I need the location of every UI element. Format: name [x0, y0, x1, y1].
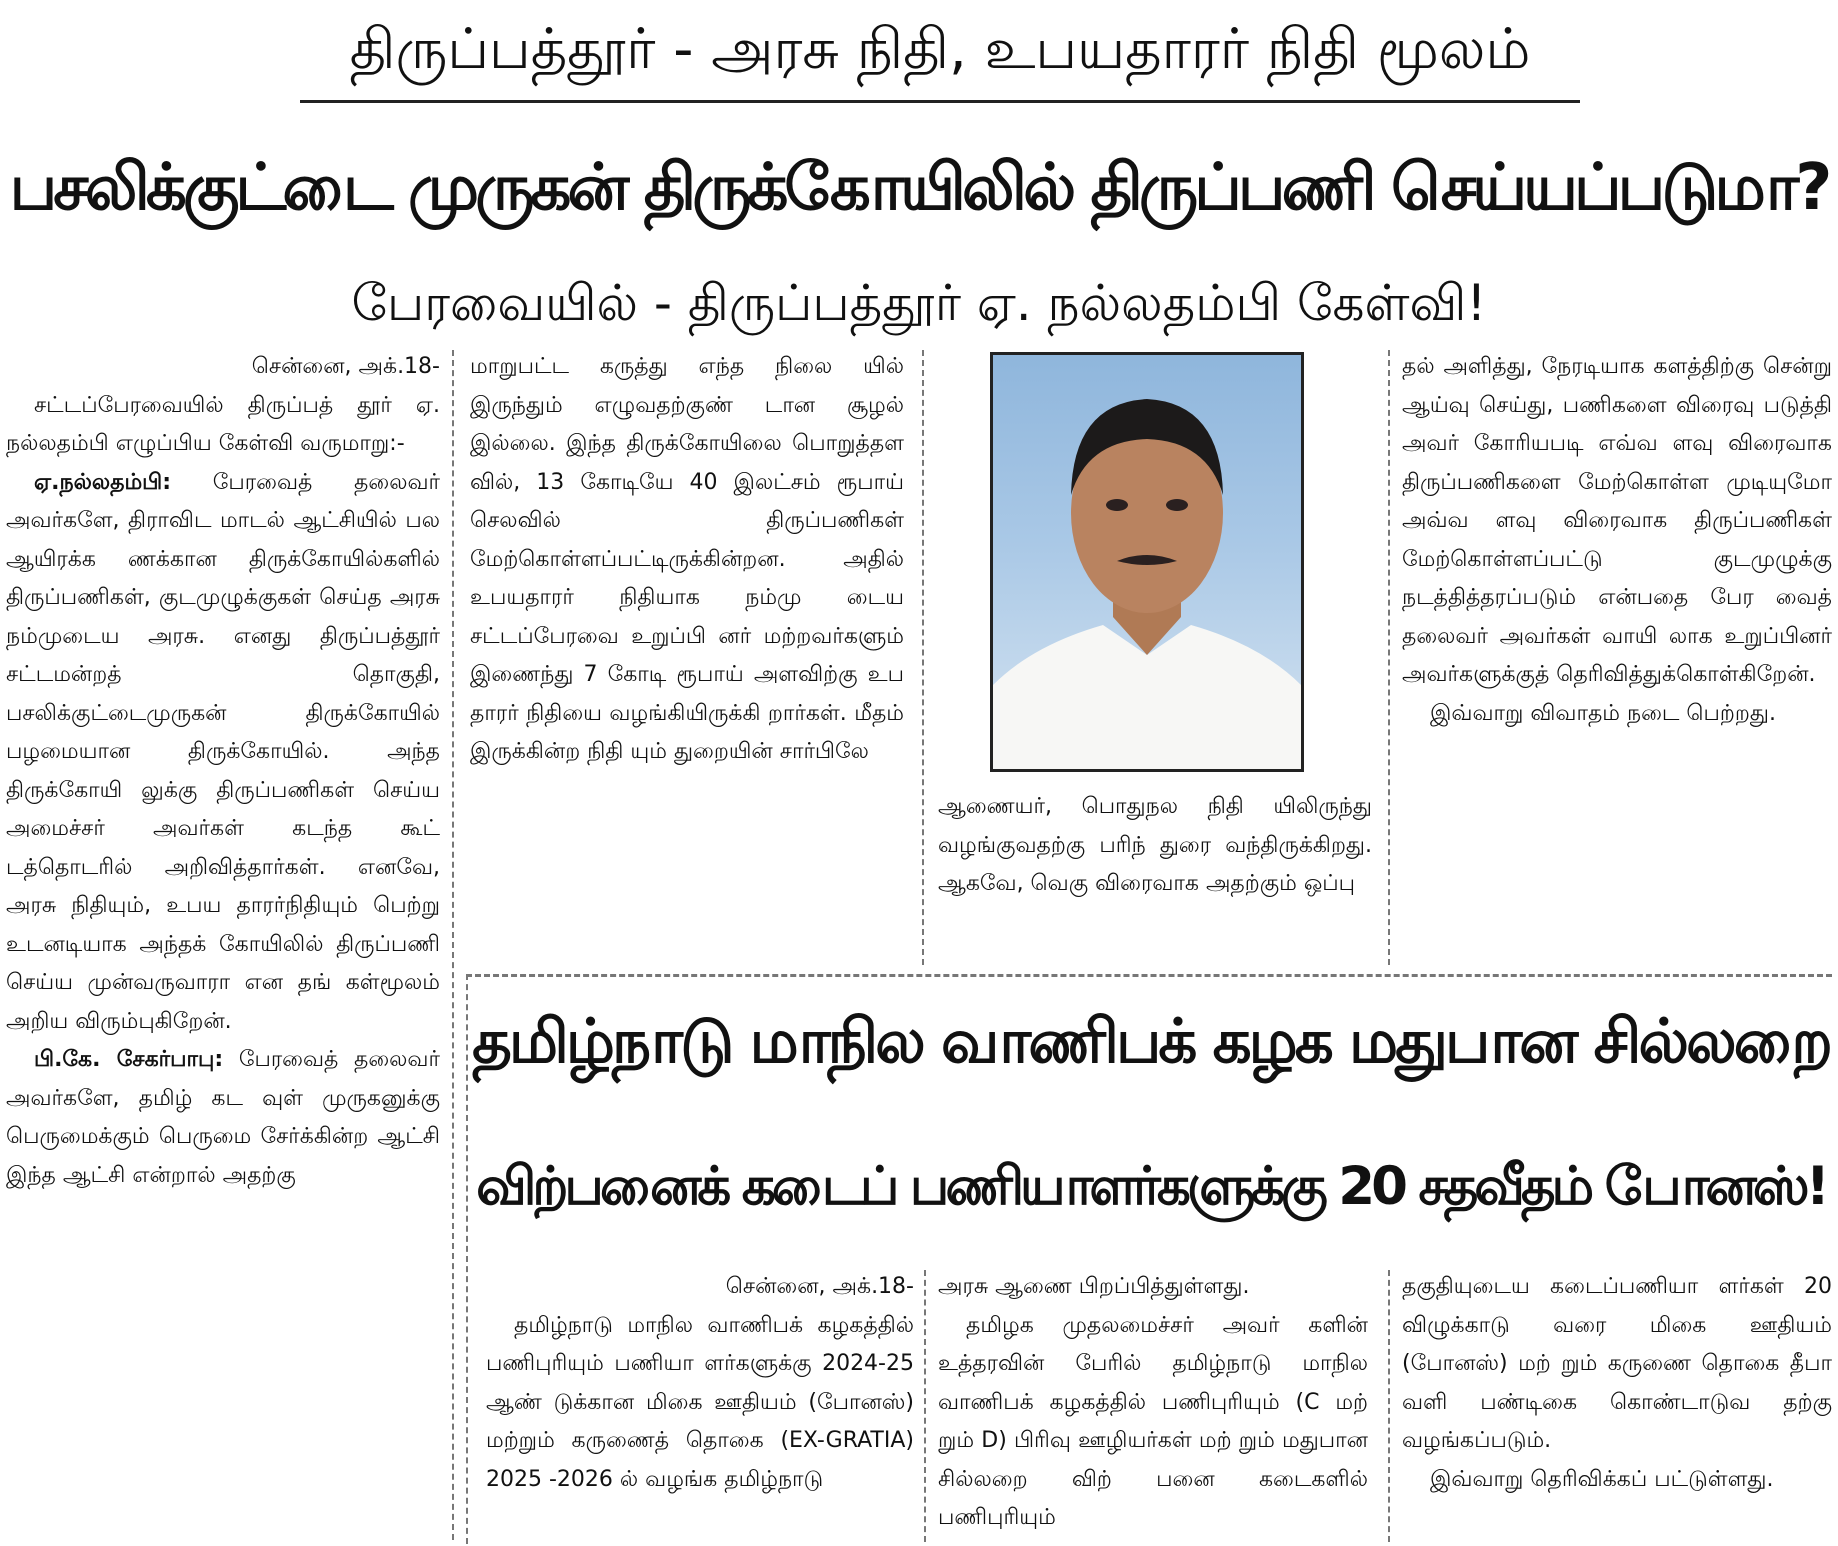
story1-column-1 — [6, 348, 440, 1544]
story1-paragraph-1 — [6, 464, 440, 1042]
story1-paragraph-2 — [6, 1041, 440, 1195]
column-divider — [924, 1270, 926, 1542]
speaker-sekarbabu: பி.கே. சேகர்பாபு: — [34, 1047, 224, 1072]
story1-column-4 — [1402, 348, 1832, 968]
story2-column-3 — [1402, 1268, 1832, 1544]
story1-column-2 — [470, 348, 904, 968]
story1-kicker: திருப்பத்தூர் - அரசு நிதி, உபயதாரர் நிதி மூலம் — [300, 8, 1580, 103]
story1-closing: இவ்வாறு விவாதம் நடை பெற்றது. — [1430, 700, 1776, 726]
story1-column-3-text: ஆணையர், பொதுநல நிதி யிலிருந்து வழங்குவதற்கு பரிந் துரை வந்திருக்கிறது. ஆகவே, வெகு விரைவாக அதற்கும் ஒப்பு — [938, 794, 1372, 896]
column-divider — [452, 350, 454, 1540]
story2-column-3-text: தகுதியுடைய கடைப்பணியா ளர்கள் 20 விழுக்காடு வரை மிகை ஊதியம் (போனஸ்) மற் றும் கருணை தொகை தீபா வளி பண்டிகை கொண்டாடுவ தற்கு வழங்கப்படும். — [1402, 1274, 1832, 1453]
portrait-person-icon — [993, 355, 1301, 769]
story1-headline: பசலிக்குட்டை முருகன் திருக்கோயிலில் திருப்பணி செய்யப்படுமா? — [9, 151, 1829, 225]
story2-top-rule — [466, 974, 1832, 977]
speaker-nallathambi: ஏ.நல்லதம்பி: — [34, 469, 172, 495]
column-divider — [1388, 1270, 1390, 1542]
column-divider — [1388, 350, 1390, 965]
story1-column-3 — [938, 788, 1372, 968]
story1-column-2-text: மாறுபட்ட கருத்து எந்த நிலை யில் இருந்தும் எழுவதற்குண் டான சூழல் இல்லை. இந்த திருக்கோயிலை பொறுத்தள வில், 13 கோடியே 40 இலட்சம் ரூபாய் செலவில் திருப்பணிகள் மேற்கொள்ளப்பட்டிருக்கின்றன. அதில் உபயதாரர் நிதியாக நம்மு டைய சட்டப்பேரவை உறுப்பி னர் மற்றவர்களும் இணைந்து 7 கோடி ரூபாய் அளவிற்கு உப தாரர் நிதியை வழங்கியிருக்கி றார்கள். மீதம் இருக்கின்ற நிதி யும் துறையின் சார்பிலே — [470, 354, 904, 764]
story1-subhead: பேரவையில் - திருப்பத்தூர் ஏ. நல்லதம்பி கேள்வி! — [351, 274, 1487, 332]
story1-dateline: சென்னை, அக்.18- — [251, 354, 440, 379]
column-divider — [922, 350, 924, 965]
story1-intro: சட்டப்பேரவையில் திருப்பத் தூர் ஏ. நல்லதம்பி எழுப்பிய கேள்வி வருமாறு:- — [6, 392, 440, 456]
story2-column-2-text: தமிழக முதலமைச்சர் அவர் களின் உத்தரவின் பேரில் தமிழ்நாடு மாநில வாணிபக் கழகத்தில் பணிபுரியும் (C மற் றும் D) பிரிவு ஊழியர்கள் மற் றும் மதுபான சில்லறை விற் பனை கடைகளில் பணிபுரியும் — [938, 1312, 1368, 1530]
speech-nallathambi: பேரவைத் தலைவர் அவர்களே, திராவிட மாடல் ஆட்சியில் பல ஆயிரக்க ணக்கான திருக்கோயில்களில் திருப்பணிகள், குடமுழுக்குகள் செய்த அரசு நம்முடைய அரசு. எனது திருப்பத்தூர் சட்டமன்றத் தொகுதி, பசலிக்குட்டைமுருகன் திருக்கோயில் பழமையான திருக்கோயில். அந்த திருக்கோயி லுக்கு திருப்பணிகள் செய்ய அமைச்சர் அவர்கள் கடந்த கூட் டத்தொடரில் அறிவித்தார்கள். எனவே, அரசு நிதியும், உபய தாரர்நிதியும் பெற்று உடனடியாக அந்தக் கோயிலில் திருப்பணி செய்ய முன்வருவாரா என தங் கள்மூலம் அறிய விரும்புகிறேன். — [6, 469, 440, 1034]
story2-headline-line-1: தமிழ்நாடு மாநில வாணிபக் கழக மதுபான சில்லறை — [472, 1006, 1830, 1077]
portrait-photo — [990, 352, 1304, 772]
story2-dateline: சென்னை, அக்.18- — [725, 1274, 914, 1299]
story1-column-4-text: தல் அளித்து, நேரடியாக களத்திற்கு சென்று ஆய்வு செய்து, பணிகளை விரைவு படுத்தி அவர் கோரியபடி எவ்வ ளவு விரைவாக திருப்பணிகளை மேற்கொள்ள முடியுமோ அவ்வ ளவு விரைவாக திருப்பணிகள் மேற்கொள்ளப்பட்டு குடமுழுக்கு நடத்தித்தரப்படும் என்பதை பேர வைத் தலைவர் அவர்கள் வாயி லாக உறுப்பினர் அவர்களுக்குத் தெரிவித்துக்கொள்கிறேன். — [1402, 354, 1832, 687]
story2-left-rule — [466, 974, 468, 1544]
story2-column-1 — [486, 1268, 914, 1544]
story2-column-1-text: தமிழ்நாடு மாநில வாணிபக் கழகத்தில் பணிபுரியும் பணியா ளர்களுக்கு 2024-25 ஆண் டுக்கான மிகை ஊதியம் (போனஸ்) மற்றும் கருணைத் தொகை (EX-GRATIA) 2025 -2026 ல் வழங்க தமிழ்நாடு — [486, 1312, 914, 1492]
story2-column-2-lead: அரசு ஆணை பிறப்பித்துள்ளது. — [938, 1274, 1250, 1299]
story2-closing: இவ்வாறு தெரிவிக்கப் பட்டுள்ளது. — [1430, 1466, 1774, 1492]
story2-headline-line-2: விற்பனைக் கடைப் பணியாளர்களுக்கு 20 சதவீதம் போனஸ்! — [476, 1156, 1826, 1217]
speech-sekarbabu: பேரவைத் தலைவர் அவர்களே, தமிழ் கட வுள் முருகனுக்கு பெருமைக்கும் பெருமை சேர்க்கின்ற ஆட்சி இந்த ஆட்சி என்றால் அதற்கு — [6, 1047, 440, 1188]
story2-column-2 — [938, 1268, 1368, 1544]
